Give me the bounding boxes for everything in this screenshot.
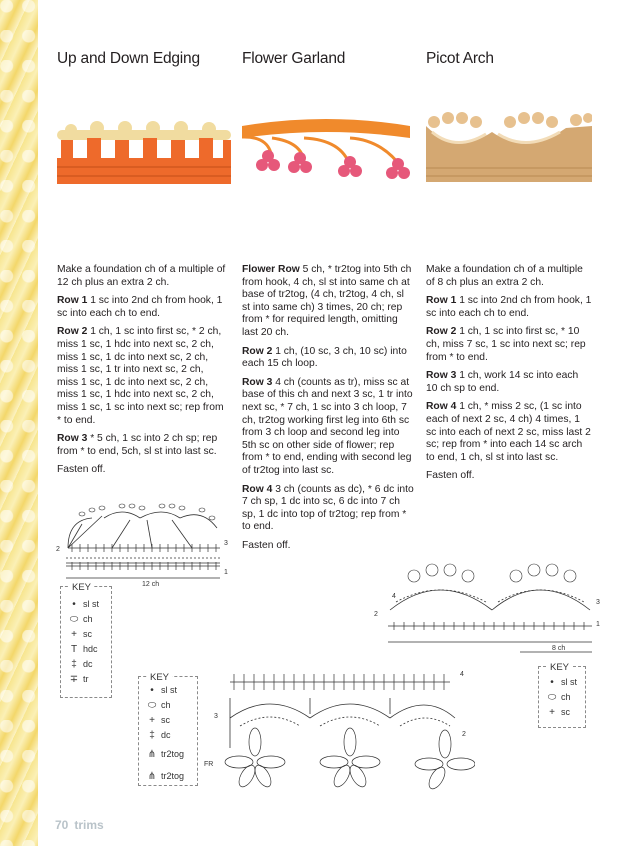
key-item: + sc <box>549 707 570 718</box>
photo-picot-arch <box>426 112 592 197</box>
key-up-and-down-edging <box>60 582 112 698</box>
key-title: KEY <box>69 580 94 595</box>
repeat-label: 8 ch <box>552 645 566 652</box>
key-item: • sl st <box>550 677 578 688</box>
row-label: 3 <box>596 599 600 606</box>
title-flower-garland: Flower Garland <box>242 50 346 67</box>
key-item: ⋔ tr2tog <box>147 770 185 782</box>
key-item: ⬭ ch <box>147 700 171 711</box>
instructions-picot-arch <box>426 264 592 489</box>
key-item: ‡ dc <box>149 730 171 741</box>
fasten-off: Fasten off. <box>426 470 475 482</box>
row4: Row 4 1 ch, * miss 2 sc, (1 sc into each of next 2 sc, 4 ch) 4 times, 1 sc into each of next 2 sc, miss last 2 sc; rep from * into each 14 sc arch to end, 1 ch, sl st into last sc. <box>426 401 591 463</box>
row-label: 1 <box>224 569 228 576</box>
key-title: KEY <box>147 670 172 685</box>
row-label: 3 <box>224 540 228 547</box>
chart-diagram-up-and-down-edging <box>52 500 232 590</box>
key-item: + sc <box>149 715 170 726</box>
chart-diagram-picot-arch <box>370 560 608 660</box>
intro-text: Make a foundation ch of a multiple of 8 ch plus an extra 2 ch. <box>426 264 583 288</box>
decorative-side-strip <box>0 0 38 846</box>
title-up-and-down-edging: Up and Down Edging <box>57 50 200 67</box>
title-picot-arch: Picot Arch <box>426 50 494 67</box>
row2: Row 2 1 ch, (10 sc, 3 ch, 10 sc) into each 15 ch loop. <box>242 345 407 370</box>
key-item: • sl st <box>150 685 178 696</box>
key-item: ⋔ tr2tog <box>147 748 185 760</box>
chart-diagram-flower-garland <box>200 668 475 790</box>
key-item: ∓ tr <box>69 674 89 685</box>
key-item: • sl st <box>72 599 100 610</box>
row3: Row 3 1 ch, work 14 sc into each 10 ch sp to end. <box>426 370 579 394</box>
section-name: trims <box>74 818 104 832</box>
row-label: 2 <box>374 611 378 618</box>
row-label: 3 <box>214 713 218 720</box>
photo-up-and-down-edging <box>57 112 231 197</box>
row-label: 4 <box>392 593 396 600</box>
row2: Row 2 1 ch, 1 sc into first sc, * 10 ch, miss 7 sc, 1 sc into next sc; rep from * to end. <box>426 326 586 363</box>
fasten-off: Fasten off. <box>242 539 291 551</box>
key-item: ⬭ ch <box>69 614 93 625</box>
fr-label: FR <box>204 761 214 768</box>
key-flower-garland <box>138 672 198 786</box>
intro-text: Make a foundation ch of a multiple of 12 ch plus an extra 2 ch. <box>57 264 226 288</box>
row4: Row 4 3 ch (counts as dc), * 6 dc into 7 ch sp, 1 dc into sc, 6 dc into 7 ch sp, 1 dc into top of tr2tog; rep from * to end. <box>242 483 414 533</box>
row2: Row 2 1 ch, 1 sc into first sc, * 2 ch, miss 1 sc, 1 hdc into next sc, 2 ch, miss 1 sc, 1 dc into next sc, 2 ch, miss 1 sc, 1 tr into next sc, 2 ch, miss 1 sc, 1 dc into next sc, 2 ch, miss 1 sc, 1 hdc into next sc, 2 ch, miss 1 sc, 1 sc into next sc; rep from * to end. <box>57 326 224 426</box>
flower-row: Flower Row 5 ch, * tr2tog into 5th ch from hook, 4 ch, sl st into same ch at base of tr2tog, (4 ch, tr2tog, 4 ch, sl st into same ch) 3 times, 20 ch; rep from * for required length, omitting last 20 ch. <box>242 264 412 338</box>
row-label: 4 <box>460 671 464 678</box>
row-label: 1 <box>596 621 600 628</box>
key-picot-arch <box>538 662 586 728</box>
page-footer <box>55 818 104 832</box>
row1: Row 1 1 sc into 2nd ch from hook, 1 sc into each ch to end. <box>57 295 223 319</box>
page-number: 70 <box>55 818 69 832</box>
instructions-up-and-down-edging <box>57 264 227 483</box>
row1: Row 1 1 sc into 2nd ch from hook, 1 sc into each ch to end. <box>426 295 592 319</box>
key-item: ‡ dc <box>71 659 93 670</box>
row3: Row 3 * 5 ch, 1 sc into 2 ch sp; rep from * to end, 5ch, sl st into last sc. <box>57 433 218 457</box>
key-title: KEY <box>547 660 572 675</box>
row-label: 2 <box>56 546 60 553</box>
repeat-label: 12 ch <box>142 581 160 588</box>
key-item: ⬭ ch <box>547 692 571 703</box>
instructions-flower-garland <box>242 264 414 558</box>
photo-flower-garland <box>242 112 410 197</box>
row3: Row 3 4 ch (counts as tr), miss sc at base of this ch and next 3 sc, 1 tr into next sc, * 7 ch, 1 sc into 3 ch loop, 7 ch, tr2tog working first leg into 6th sc from 3 ch loop and second leg into 5th sc on other side of flower; rep from * to end, ending with second leg of tr2tog into last sc. <box>242 376 413 476</box>
key-item: T hdc <box>70 644 98 655</box>
key-item: + sc <box>71 629 92 640</box>
fasten-off: Fasten off. <box>57 464 106 476</box>
row-label: 2 <box>462 731 466 738</box>
